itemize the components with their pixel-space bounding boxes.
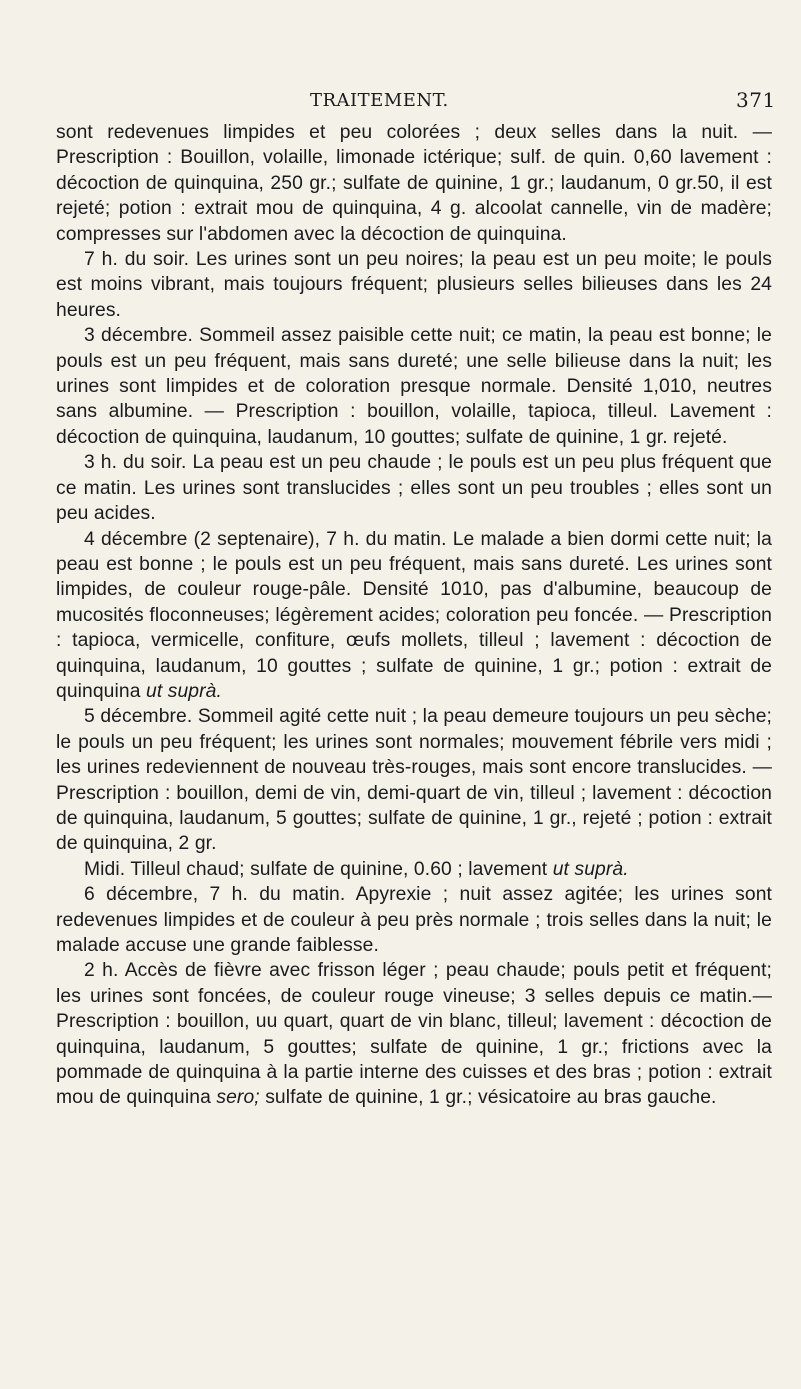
paragraph <box>56 120 772 247</box>
paragraph <box>56 857 772 882</box>
paragraph-text: 3 h. du soir. La peau est un peu chaude ; le pouls est un peu plus fréquent que ce matin. Les urines sont translucides ; elles sont un peu troubles ; elles sont un peu acides. <box>56 452 772 525</box>
page-header <box>0 84 801 114</box>
page-number: 371 <box>736 88 776 112</box>
italic-text: ut suprà. <box>552 858 629 880</box>
paragraph-text: 5 décembre. Sommeil agité cette nuit ; la peau demeure toujours un peu sèche; le pouls un peu fréquent; les urines sont normales; mouvement fébrile vers midi ; les urines redeviennent de nouveau très-rouges, mais sont encore translucides. — Prescription : bouillon, demi de vin, demi-quart de vin, tilleul ; lavement : décoction de quinquina, laudanum, 5 gouttes; sulfate de quinine, 1 gr., rejeté ; potion : extrait de quinquina, 2 gr. <box>56 706 772 855</box>
paragraph-text: 4 décembre (2 septenaire), 7 h. du matin. Le malade a bien dormi cette nuit; la peau est bonne ; le pouls est un peu fréquent, mais sans dureté. Les urines sont limpides, de couleur rouge-pâle. Densité 1010, pas d'albumine, beaucoup de mucosités floconneuses; légèrement acides; coloration peu foncée. — Prescription : tapioca, vermicelle, confiture, œufs mollets, tilleul ; lavement : décoction de quinquina, laudanum, 10 gouttes ; sulfate de quinine, 1 gr.; potion : extrait de quinquina <box>56 528 772 702</box>
italic-text: sero; <box>216 1087 260 1109</box>
italic-text: ut suprà. <box>146 680 222 702</box>
paragraph-text: Midi. Tilleul chaud; sulfate de quinine, 0.60 ; lavement <box>84 858 553 880</box>
paragraph <box>56 527 772 705</box>
paragraph <box>56 958 772 1110</box>
paragraph-text: 2 h. Accès de fièvre avec frisson léger ; peau chaude; pouls petit et fréquent; les urines sont foncées, de couleur rouge vineuse; 3 selles depuis ce matin.— Prescription : bouillon, uu quart, quart de vin blanc, tilleul; lavement : décoction de quinquina, laudanum, 5 gouttes; sulfate de quinine, 1 gr.; frictions avec la pommade de quinquina à la partie interne des cuisses et des bras ; potion : extrait mou de quinquina <box>56 960 772 1109</box>
running-title: TRAITEMENT. <box>310 90 449 111</box>
body-text <box>56 120 772 1111</box>
paragraph-text: 3 décembre. Sommeil assez paisible cette nuit; ce matin, la peau est bonne; le pouls est un peu fréquent, mais sans dureté; une selle bilieuse dans la nuit; les urines sont limpides et de coloration presque normale. Densité 1,010, neutres sans albumine. — Prescription : bouillon, volaille, tapioca, tilleul. Lavement : décoction de quinquina, laudanum, 10 gouttes; sulfate de quinine, 1 gr. rejeté. <box>56 325 772 448</box>
paragraph <box>56 704 772 856</box>
paragraph <box>56 882 772 958</box>
paragraph-text: 7 h. du soir. Les urines sont un peu noires; la peau est un peu moite; le pouls est moins vibrant, mais toujours fréquent; plusieurs selles bilieuses dans les 24 heures. <box>56 249 772 321</box>
paragraph <box>56 323 772 450</box>
paragraph-text: 6 décembre, 7 h. du matin. Apyrexie ; nuit assez agitée; les urines sont redevenues limpides et de couleur à peu près normale ; trois selles dans la nuit; le malade accuse une grande faiblesse. <box>56 884 772 956</box>
paragraph-text: sulfate de quinine, 1 gr.; vésicatoire au bras gauche. <box>259 1087 717 1109</box>
paragraph <box>56 247 772 323</box>
paragraph <box>56 450 772 526</box>
paragraph-text: sont redevenues limpides et peu colorées ; deux selles dans la nuit. — Prescription : Bouillon, volaille, limonade ictérique; sulf. de quin. 0,60 lavement : décoction de quinquina, 250 gr.; sulfate de quinine, 1 gr.; laudanum, 0 gr.50, il est rejeté; potion : extrait mou de quinquina, 4 g. alcoolat cannelle, vin de madère; compresses sur l'abdomen avec la décoction de quinquina. <box>56 122 772 245</box>
